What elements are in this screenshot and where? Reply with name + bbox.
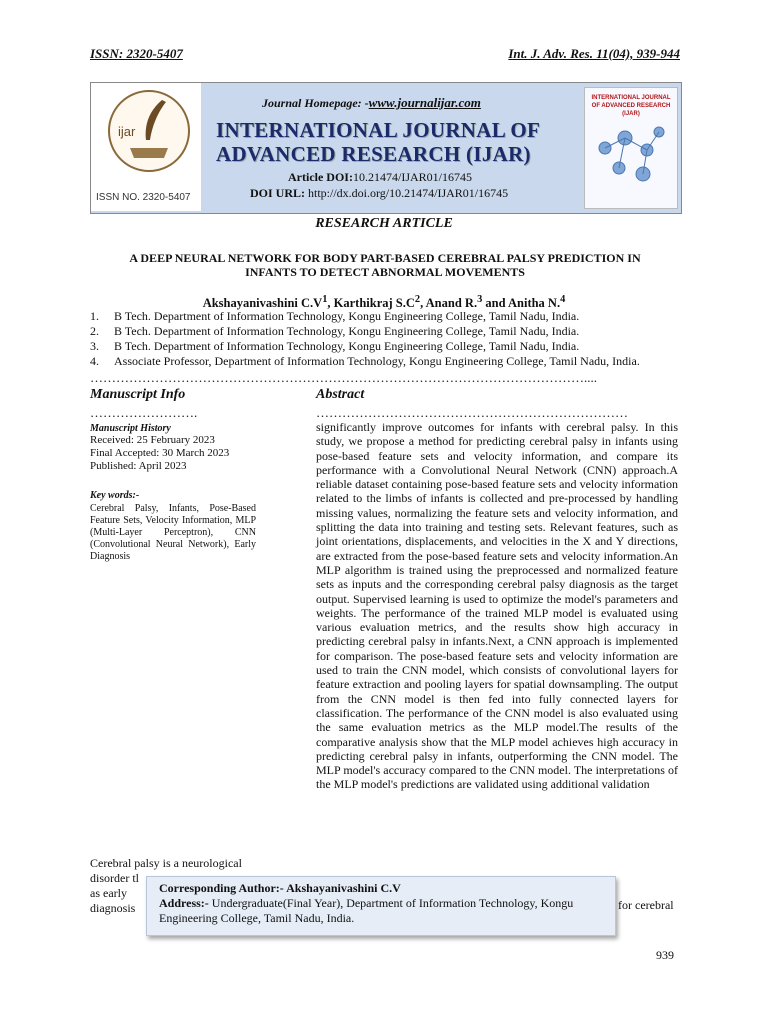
citation-label: Int. J. Adv. Res. 11(04), 939-944 bbox=[508, 46, 680, 61]
affiliation-item: 2. B Tech. Department of Information Technology, Kongu Engineering College, Tamil Nadu, India. bbox=[90, 324, 580, 338]
running-header bbox=[90, 46, 680, 62]
doi-url-link[interactable]: http://dx.doi.org/10.21474/IJAR01/16745 bbox=[308, 186, 509, 200]
abstract-dots: ……………………………………………………………… bbox=[316, 405, 628, 420]
abstract-text: significantly improve outcomes for infants with cerebral palsy. In this study, we propose a method for predicting cerebral palsy in infants using pose-based feature sets and velocity information, and compare its performance with a Convolutional Neural Network (CNN) approach.A reliable dataset containing pose-based feature sets and velocity information related to the limbs of infants is collected and pre-processed by handling missing values, normalizing the feature sets and velocity information, and splitting the data into training and testing sets. Relevant features, such as joint orientations, displacements, and velocities in the X and Y directions, are extracted from the pose-based feature sets and velocity information.An MLP algorithm is trained using the preprocessed and normalized feature sets as inputs and the corresponding cerebral palsy diagnosis as the target output. Supervised learning is used to optimize the model's parameters and weights. The performance of the trained MLP model is evaluated using various evaluation metrics, and the results show high accuracy in predicting cerebral palsy in infants.Next, a CNN approach is implemented for comparison. The pose-based feature sets and velocity information are used to train the CNN model, which consists of convolutional layers for feature extraction and pooling layers for spatial downsampling. The output from the CNN model is then fed into fully connected layers for classification. The performance of the CNN model is also evaluated using the same evaluation metrics as the MLP model.The results of the comparative analysis show that the MLP model achieves high accuracy in predicting cerebral palsy in infants, outperforming the CNN model. The MLP model's accuracy compared to the CNN model. The interpretations of the MLP model's predictions are validated using additional validation bbox=[316, 420, 678, 792]
cover-title: INTERNATIONAL JOURNAL OF ADVANCED RESEARCH (IJAR) bbox=[591, 95, 671, 117]
page-number: 939 bbox=[656, 948, 674, 962]
keywords-heading: Key words:- bbox=[90, 490, 140, 501]
journal-title: INTERNATIONAL JOURNAL OF ADVANCED RESEARCH (IJAR) bbox=[216, 118, 541, 166]
homepage-link[interactable]: www.journalijar.com bbox=[368, 95, 481, 110]
manuscript-info-heading: Manuscript Info bbox=[90, 387, 186, 402]
received-date: Received: 25 February 2023 bbox=[90, 434, 215, 446]
intro-fragment: for cerebral bbox=[618, 898, 674, 912]
affiliation-item: 4. Associate Professor, Department of Information Technology, Kongu Engineering College, Tamil Nadu, India. bbox=[90, 354, 640, 368]
affiliation-item: 3. B Tech. Department of Information Technology, Kongu Engineering College, Tamil Nadu, India. bbox=[90, 339, 580, 353]
manuscript-dots: ……………………. bbox=[90, 405, 198, 420]
authors: Akshayanivashini $C.V^1$, Karthikraj $S.C^2$, Anand R.$^3$ and Anitha N.$^4$ bbox=[202, 294, 566, 311]
accepted-date: Final Accepted: 30 March 2023 bbox=[90, 447, 230, 459]
corresponding-address: Address:- Undergraduate(Final Year), Department of Information Technology, Kongu Engineering College, Tamil Nadu, India. bbox=[159, 896, 574, 925]
affiliations bbox=[90, 309, 690, 369]
corresponding-author: Corresponding Author:- Akshayanivashini C.V bbox=[159, 881, 401, 895]
affiliation-item: 1. B Tech. Department of Information Technology, Kongu Engineering College, Tamil Nadu, India. bbox=[90, 309, 580, 323]
corresponding-author-box bbox=[146, 876, 616, 936]
abstract-heading: Abstract bbox=[316, 387, 365, 402]
journal-homepage: Journal Homepage: -www.journalijar.com bbox=[262, 95, 481, 110]
logo-issn: ISSN NO. 2320-5407 bbox=[96, 192, 191, 203]
paper-title: A DEEP NEURAL NETWORK FOR BODY PART-BASED CEREBRAL PALSY PREDICTION IN INFANTS TO DETECT ABNORMAL MOVEMENTS bbox=[129, 251, 641, 279]
logo-text: ijar bbox=[118, 124, 136, 139]
article-doi: Article DOI:10.21474/IJAR01/16745 bbox=[288, 170, 472, 184]
separator-dots: …………………………………………………………………………………………………….... bbox=[90, 370, 597, 385]
intro-text: Cerebral palsy is a neurological disorder tl as early diagnosis bbox=[90, 856, 242, 915]
published-date: Published: April 2023 bbox=[90, 460, 187, 472]
doi-url: DOI URL: http://dx.doi.org/10.21474/IJAR01/16745 bbox=[250, 186, 509, 200]
manuscript-history: Manuscript History Received: 25 February 2023 Final Accepted: 30 March 2023 Published: April 2023 bbox=[90, 423, 230, 472]
keywords: Cerebral Palsy, Infants, Pose-Based Feature Sets, Velocity Information, MLP (Multi-Layer Perceptron), CNN (Convolutional Neural Network), Early Diagnosis bbox=[90, 503, 256, 562]
issn-label: ISSN: 2320-5407 bbox=[90, 46, 183, 61]
article-type: RESEARCH ARTICLE bbox=[315, 216, 453, 231]
